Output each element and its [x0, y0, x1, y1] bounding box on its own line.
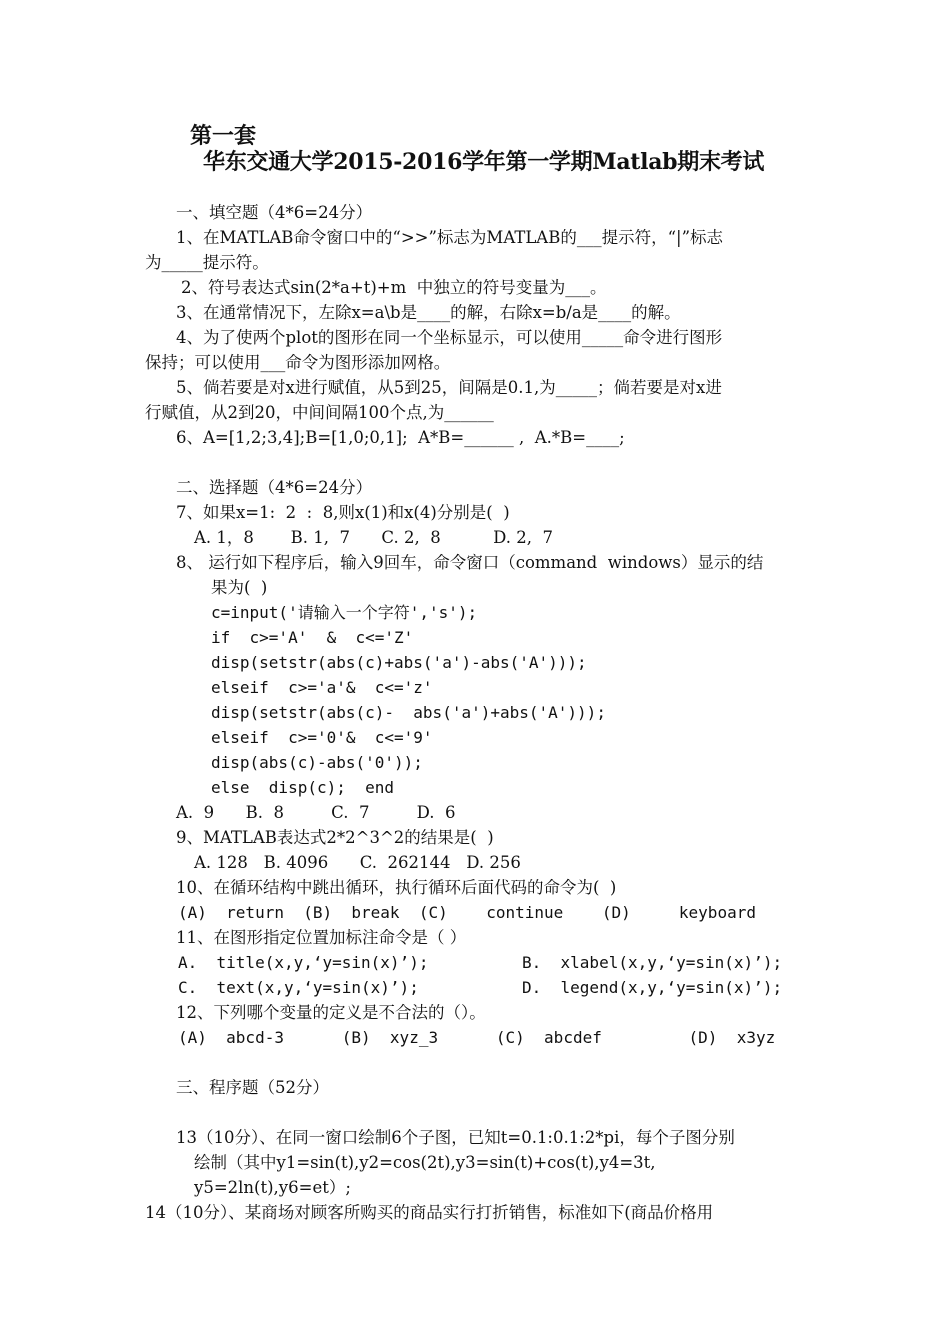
question-6: 6、A=[1,2;3,4];B=[1,0;0,1]; A*B=______ , A.*B=____; — [176, 428, 625, 447]
set-label: 第一套 — [190, 123, 257, 149]
question-1-line1: 1、在MATLAB命令窗口中的“>>”标志为MATLAB的___提示符，“|”标志 — [176, 228, 724, 247]
question-11-option-c: C. text(x,y,‘y=sin(x)’); — [178, 978, 419, 997]
question-9-options: A. 128 B. 4096 C. 262144 D. 256 — [194, 853, 521, 872]
question-5-line1: 5、倘若要是对x进行赋值，从5到25，间隔是0.1,为_____；倘若要是对x进 — [176, 378, 722, 397]
question-1-line2: 为_____提示符。 — [145, 253, 269, 272]
section-program: 三、程序题（52分） — [176, 1078, 329, 1097]
code-line: c=input('请输入一个字符','s'); — [211, 603, 478, 622]
exam-title: 华东交通大学2015-2016学年第一学期Matlab期末考试 — [203, 149, 765, 175]
code-line: disp(setstr(abs(c)- abs('a')+abs('A'))); — [211, 703, 606, 722]
section-fill-blank: 一、填空题（4*6=24分） — [176, 203, 373, 222]
code-line: else disp(c); end — [211, 778, 395, 797]
question-4-line2: 保持；可以使用___命令为图形添加网格。 — [145, 353, 451, 372]
question-9: 9、MATLAB表达式2*2^3^2的结果是( ) — [176, 828, 494, 847]
question-8-options: A. 9 B. 8 C. 7 D. 6 — [176, 803, 456, 822]
question-12-options: (A) abcd-3 (B) xyz_3 (C) abcdef (D) x3yz — [178, 1028, 776, 1047]
question-13-line2: 绘制（其中y1=sin(t),y2=cos(2t),y3=sin(t)+cos(t),y4=3t, — [194, 1153, 656, 1172]
question-10-options: (A) return (B) break (C) continue (D) keyboard — [178, 903, 756, 922]
question-7: 7、如果x=1: 2 : 8,则x(1)和x(4)分别是( ) — [176, 503, 510, 522]
section-choice: 二、选择题（4*6=24分） — [176, 478, 373, 497]
question-11-option-a: A. title(x,y,‘y=sin(x)’); — [178, 953, 429, 972]
question-11: 11、在图形指定位置加标注命令是（ ） — [176, 928, 467, 947]
code-line: elseif c>='0'& c<='9' — [211, 728, 433, 747]
question-11-option-b: B. xlabel(x,y,‘y=sin(x)’); — [522, 953, 783, 972]
code-line: disp(abs(c)-abs('0')); — [211, 753, 423, 772]
question-13-line3: y5=2ln(t),y6=et）; — [194, 1178, 351, 1197]
question-3: 3、在通常情况下，左除x=a\b是____的解，右除x=b/a是____的解。 — [176, 303, 681, 322]
code-line: disp(setstr(abs(c)+abs('a')-abs('A'))); — [211, 653, 587, 672]
question-13-line1: 13（10分）、在同一窗口绘制6个子图，已知t=0.1:0.1:2*pi，每个子图分别 — [176, 1128, 735, 1147]
question-4-line1: 4、为了使两个plot的图形在同一个坐标显示，可以使用_____命令进行图形 — [176, 328, 723, 347]
question-8-line1: 8、 运行如下程序后，输入9回车，命令窗口（command windows）显示的结 — [176, 553, 764, 572]
code-line: if c>='A' & c<='Z' — [211, 628, 414, 647]
question-10: 10、在循环结构中跳出循环，执行循环后面代码的命令为( ) — [176, 878, 617, 897]
question-2: 2、符号表达式sin(2*a+t)+m 中独立的符号变量为___。 — [181, 278, 607, 297]
code-line: elseif c>='a'& c<='z' — [211, 678, 433, 697]
question-8-line2: 果为( ) — [211, 578, 268, 597]
question-12: 12、下列哪个变量的定义是不合法的（）。 — [176, 1003, 486, 1022]
question-7-options: A. 1，8 B. 1, 7 C. 2, 8 D. 2, 7 — [194, 528, 553, 547]
question-11-option-d: D. legend(x,y,‘y=sin(x)’); — [522, 978, 783, 997]
question-14-line1: 14（10分）、某商场对顾客所购买的商品实行打折销售，标准如下(商品价格用 — [145, 1203, 714, 1222]
question-5-line2: 行赋值，从2到20，中间间隔100个点,为______ — [145, 403, 494, 422]
